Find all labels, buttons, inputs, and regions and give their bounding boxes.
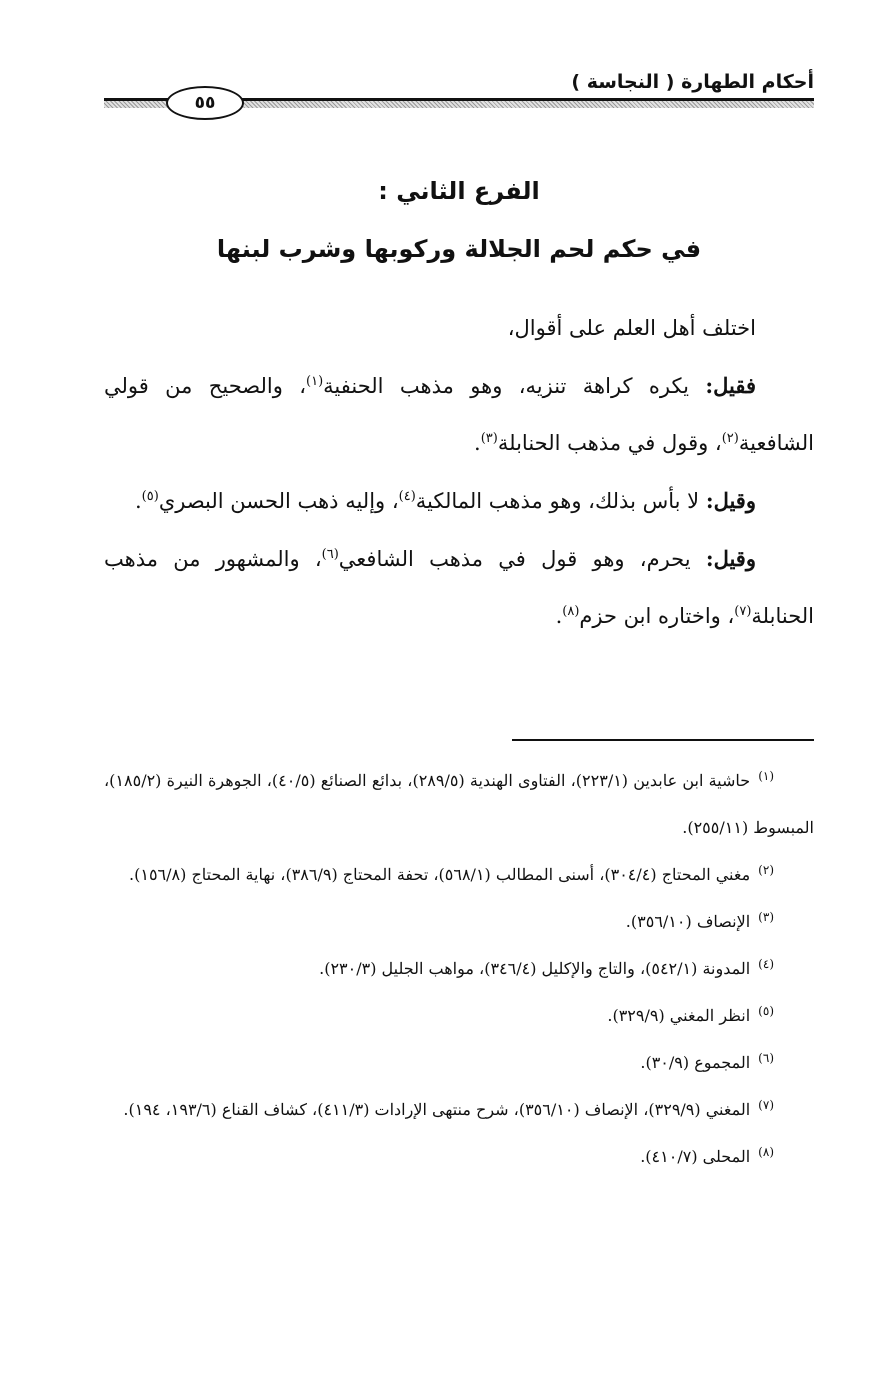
opinion-paragraph-1: [104, 357, 814, 472]
opinion-text: ، والمشهور من مذهب الحنابلة: [104, 547, 814, 628]
opinion-text: يكره كراهة تنزيه، وهو مذهب الحنفية: [323, 374, 706, 398]
footnote-reference[interactable]: (٥): [141, 489, 159, 504]
footnote-1: [104, 757, 814, 851]
footnote-number: (٥): [758, 1003, 774, 1018]
footnote-number: (٢): [758, 862, 774, 877]
footnote-reference[interactable]: (٨): [562, 604, 580, 619]
footnote-reference[interactable]: (١): [306, 374, 324, 389]
opinion-text: .: [555, 604, 563, 628]
footnote-number: (٧): [758, 1097, 774, 1112]
footnote-text: الإنصاف (٣٥٦/١٠).: [625, 912, 751, 931]
opinion-paragraph-2: [104, 472, 814, 530]
footnote-separator: [512, 739, 814, 741]
footnote-number: (٤): [758, 956, 774, 971]
footnote-text: المحلى (٤١٠/٧).: [640, 1147, 751, 1166]
footnote-number: (٨): [758, 1144, 774, 1159]
opinion-term: وقيل:: [705, 546, 756, 571]
footnote-text: انظر المغني (٣٢٩/٩).: [607, 1006, 751, 1025]
footnote-2: [104, 851, 814, 898]
running-title: أحكام الطهارة ( النجاسة ): [571, 71, 814, 93]
footnote-text: المغني (٣٢٩/٩)، الإنصاف (٣٥٦/١٠)، شرح منتهى الإرادات (٤١١/٣)، كشاف القناع (١٩٣/٦، ١٩٤).: [123, 1100, 751, 1119]
footnote-reference[interactable]: (٦): [321, 547, 339, 562]
page-header: [104, 70, 814, 124]
footnote-3: [104, 898, 814, 945]
opinion-text: يحرم، وهو قول في مذهب الشافعي: [338, 547, 706, 571]
intro-paragraph: اختلف أهل العلم على أقوال،: [507, 316, 756, 340]
footnote-8: [104, 1133, 814, 1180]
opinion-text: .: [134, 489, 142, 513]
section-subheading: في حكم لحم الجلالة وركوبها وشرب لبنها: [216, 235, 702, 263]
footnote-text: المدونة (٥٤٢/١)، والتاج والإكليل (٣٤٦/٤)، مواهب الجليل (٢٣٠/٣).: [319, 959, 751, 978]
opinion-text: ، وقول في مذهب الحنابلة: [497, 431, 722, 455]
footnote-4: [104, 945, 814, 992]
footnote-reference[interactable]: (٣): [480, 431, 498, 446]
footnote-reference[interactable]: (٤): [398, 489, 416, 504]
footnote-reference[interactable]: (٢): [721, 431, 739, 446]
section-heading: الفرع الثاني :: [378, 177, 540, 205]
opinion-paragraph-3: [104, 530, 814, 645]
main-text: [104, 300, 814, 645]
footnote-7: [104, 1086, 814, 1133]
opinion-text: .: [474, 431, 481, 455]
opinion-term: وقيل:: [705, 488, 756, 513]
footnote-number: (٣): [758, 909, 774, 924]
footnote-number: (٦): [758, 1050, 774, 1065]
footnote-reference[interactable]: (٧): [734, 604, 752, 619]
opinion-text: ، وإليه ذهب الحسن البصري: [158, 489, 399, 513]
opinion-text: ، والصحيح من قولي الشافعية: [104, 374, 814, 455]
opinion-text: ، واختاره ابن حزم: [579, 604, 735, 628]
footnote-text: المجموع (٣٠/٩).: [640, 1053, 751, 1072]
footnote-number: (١): [758, 768, 775, 783]
footnote-5: [104, 992, 814, 1039]
footnote-6: [104, 1039, 814, 1086]
footnote-text: مغني المحتاج (٣٠٤/٤)، أسنى المطالب (٥٦٨/١)، تحفة المحتاج (٣٨٦/٩)، نهاية المحتاج (١٥٦/٨).: [129, 865, 751, 884]
footnote-text: حاشية ابن عابدين (٢٢٣/١)، الفتاوى الهندية (٢٨٩/٥)، بدائع الصنائع (٤٠/٥)، الجوهرة النيرة (١٨٥/٢)، المبسوط (٢٥٥/١١).: [104, 771, 814, 837]
opinion-term: فقيل:: [705, 373, 756, 398]
page-number: ٥٥: [166, 86, 244, 120]
opinion-text: لا بأس بذلك، وهو مذهب المالكية: [415, 489, 706, 513]
footnotes: [104, 757, 814, 1180]
